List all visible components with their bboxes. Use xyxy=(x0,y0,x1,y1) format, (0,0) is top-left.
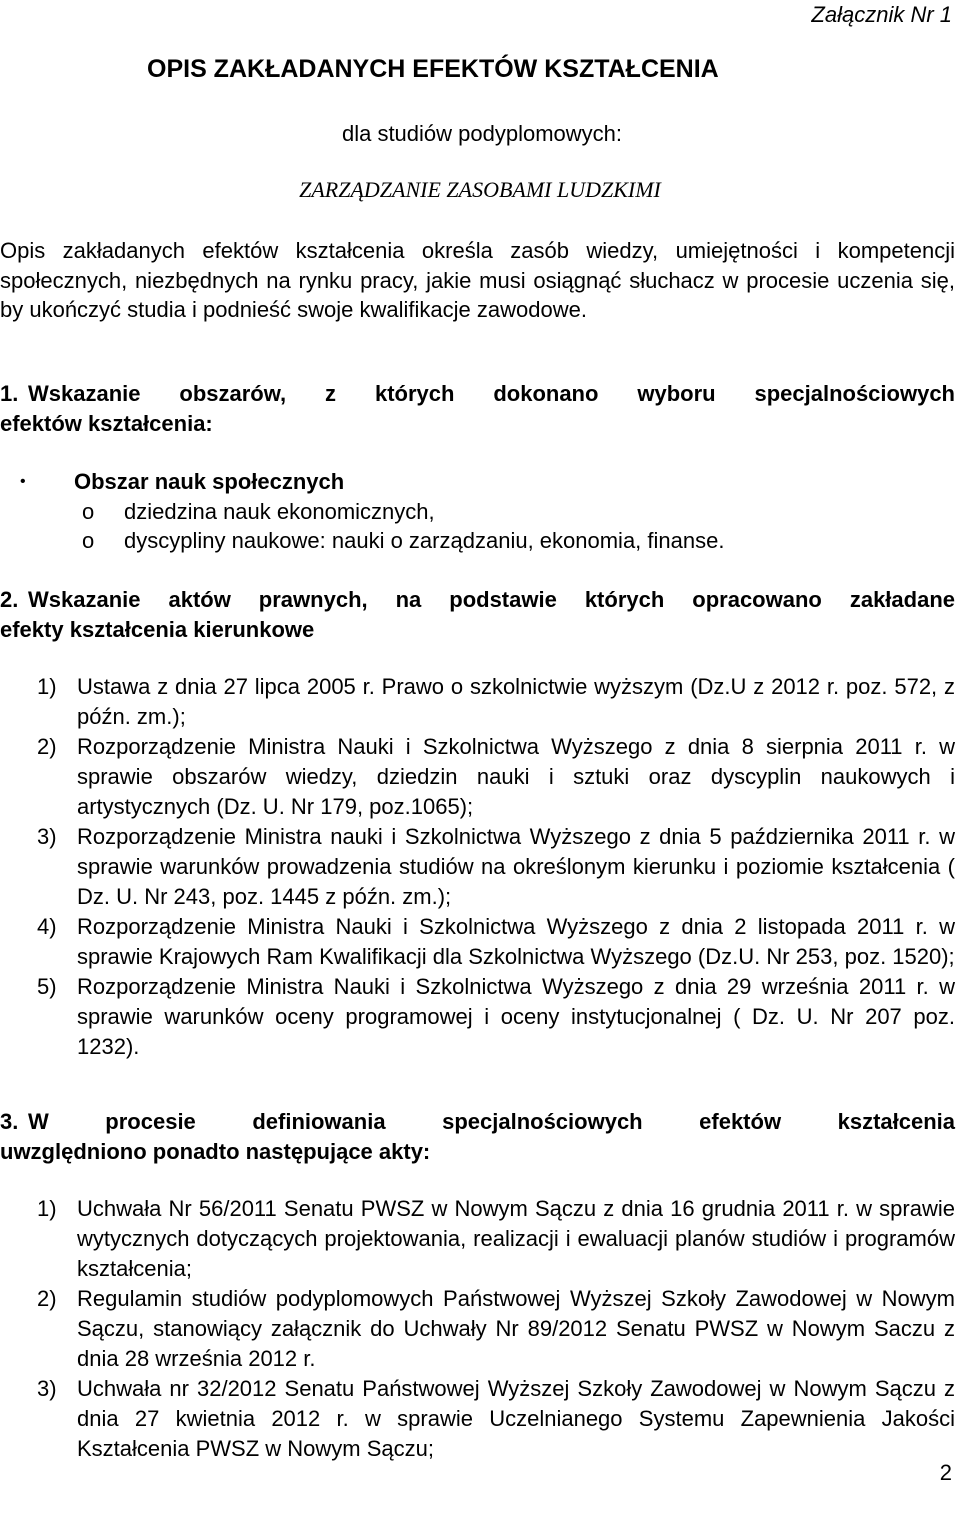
sub-bullet-icon: o xyxy=(82,528,95,553)
sub-item xyxy=(74,497,920,527)
item-number: 1) xyxy=(37,674,57,699)
sub-item xyxy=(74,526,920,556)
list-item xyxy=(37,822,955,912)
item-number: 1) xyxy=(37,1196,57,1221)
section-3-number: 3. xyxy=(0,1109,19,1134)
document-title: OPIS ZAKŁADANYCH EFEKTÓW KSZTAŁCENIA xyxy=(147,55,719,83)
intro-paragraph: Opis zakładanych efektów kształcenia określa zasób wiedzy, umiejętności i kompetencji społecznych, niezbędnych na rynku pracy, jakie musi osiągnąć słuchacz w procesie uczenia się, by ukończyć studia i podnieść swoje kwalifikacje zawodowe. xyxy=(0,238,955,322)
list-item xyxy=(37,732,955,822)
section-2-line-2: efekty kształcenia kierunkowe xyxy=(0,617,315,642)
list-item xyxy=(37,912,955,972)
section-2-line-1 xyxy=(0,585,955,615)
item-number: 2) xyxy=(37,1286,57,1311)
section-1-line-1-text: Wskazanie obszarów, z których dokonano wyboru specjalnościowych xyxy=(28,381,955,406)
section-3-line-1 xyxy=(0,1107,955,1137)
list-item xyxy=(37,1284,955,1374)
sub-bullet-icon: o xyxy=(82,498,95,524)
section-1-line-2: efektów kształcenia: xyxy=(0,411,213,436)
list-item xyxy=(37,1194,955,1284)
section-3-line-2: uwzględniono ponadto następujące akty: xyxy=(0,1139,431,1164)
item-number: 4) xyxy=(37,914,57,939)
section-1-number: 1. xyxy=(0,381,19,406)
section-2-heading xyxy=(0,585,955,645)
item-number: 3) xyxy=(37,824,57,849)
item-text: Rozporządzenie Ministra Nauki i Szkolnictwa Wyższego z dnia 8 sierpnia 2011 r. w sprawie obszarów wiedzy, dziedzin nauki i sztuki oraz dyscyplin naukowych i artystycznych (Dz. U. Nr 179, poz.1065); xyxy=(77,734,955,819)
program-name: ZARZĄDZANIE ZASOBAMI LUDZKIMI xyxy=(299,177,661,202)
bullet-item xyxy=(20,467,920,497)
section-3-list xyxy=(37,1194,955,1464)
document-subtitle xyxy=(0,121,960,147)
sub-item-text: dziedzina nauk ekonomicznych, xyxy=(124,498,435,524)
section-3-heading xyxy=(0,1107,955,1167)
item-text: Rozporządzenie Ministra nauki i Szkolnictwa Wyższego z dnia 5 października 2011 r. w sprawie warunków prowadzenia studiów na określonym kierunku i poziomie kształcenia ( Dz. U. Nr 243, poz. 1445 z późn. zm.); xyxy=(77,824,955,909)
item-text: Rozporządzenie Ministra Nauki i Szkolnictwa Wyższego z dnia 29 września 2011 r. w sprawie warunków oceny programowej i oceny instytucjonalnej ( Dz. U. Nr 207 poz. 1232). xyxy=(77,974,955,1059)
area-label: Obszar nauk społecznych xyxy=(74,469,345,494)
annex-label: Załącznik Nr 1 xyxy=(811,2,952,27)
list-item xyxy=(37,672,955,732)
item-text: Uchwała Nr 56/2011 Senatu PWSZ w Nowym Sączu z dnia 16 grudnia 2011 r. w sprawie wytycznych dotyczących projektowania, realizacji i ewaluacji planów studiów i programów kształcenia; xyxy=(77,1196,955,1281)
item-text: Ustawa z dnia 27 lipca 2005 r. Prawo o szkolnictwie wyższym (Dz.U z 2012 r. poz. 572, z późn. zm.); xyxy=(77,674,955,729)
section-2-line-1-text: Wskazanie aktów prawnych, na podstawie których opracowano zakładane xyxy=(28,587,955,612)
section-2-list xyxy=(37,672,955,1062)
page-number: 2 xyxy=(939,1460,952,1485)
section-3-line-1-text: W procesie definiowania specjalnościowych efektów kształcenia xyxy=(28,1109,955,1134)
list-item xyxy=(37,1374,955,1464)
bullet-icon: • xyxy=(20,473,26,490)
item-number: 2) xyxy=(37,734,57,759)
item-text: Uchwała nr 32/2012 Senatu Państwowej Wyższej Szkoły Zawodowej w Nowym Sączu z dnia 27 kwietnia 2012 r. w sprawie Uczelnianego Systemu Zapewnienia Jakości Kształcenia PWSZ w Nowym Sączu; xyxy=(77,1376,955,1461)
list-item xyxy=(37,972,955,1062)
item-text: Rozporządzenie Ministra Nauki i Szkolnictwa Wyższego z dnia 2 listopada 2011 r. w sprawie Krajowych Ram Kwalifikacji dla Szkolnictwa Wyższego (Dz.U. Nr 253, poz. 1520); xyxy=(77,914,955,969)
section-1-heading xyxy=(0,379,955,439)
section-2-number: 2. xyxy=(0,587,19,612)
item-text: Regulamin studiów podyplomowych Państwowej Wyższej Szkoły Zawodowej w Nowym Sączu, stanowiący załącznik do Uchwały Nr 89/2012 Senatu PWSZ w Nowym Saczu z dnia 28 września 2012 r. xyxy=(77,1286,955,1371)
section-1-line-1 xyxy=(0,379,955,409)
sub-item-text: dyscypliny naukowe: nauki o zarządzaniu, ekonomia, finanse. xyxy=(124,528,725,553)
section-1-bullets xyxy=(20,467,920,556)
item-number: 5) xyxy=(37,974,57,999)
item-number: 3) xyxy=(37,1376,57,1401)
subtitle-text: dla studiów podyplomowych: xyxy=(341,121,623,146)
